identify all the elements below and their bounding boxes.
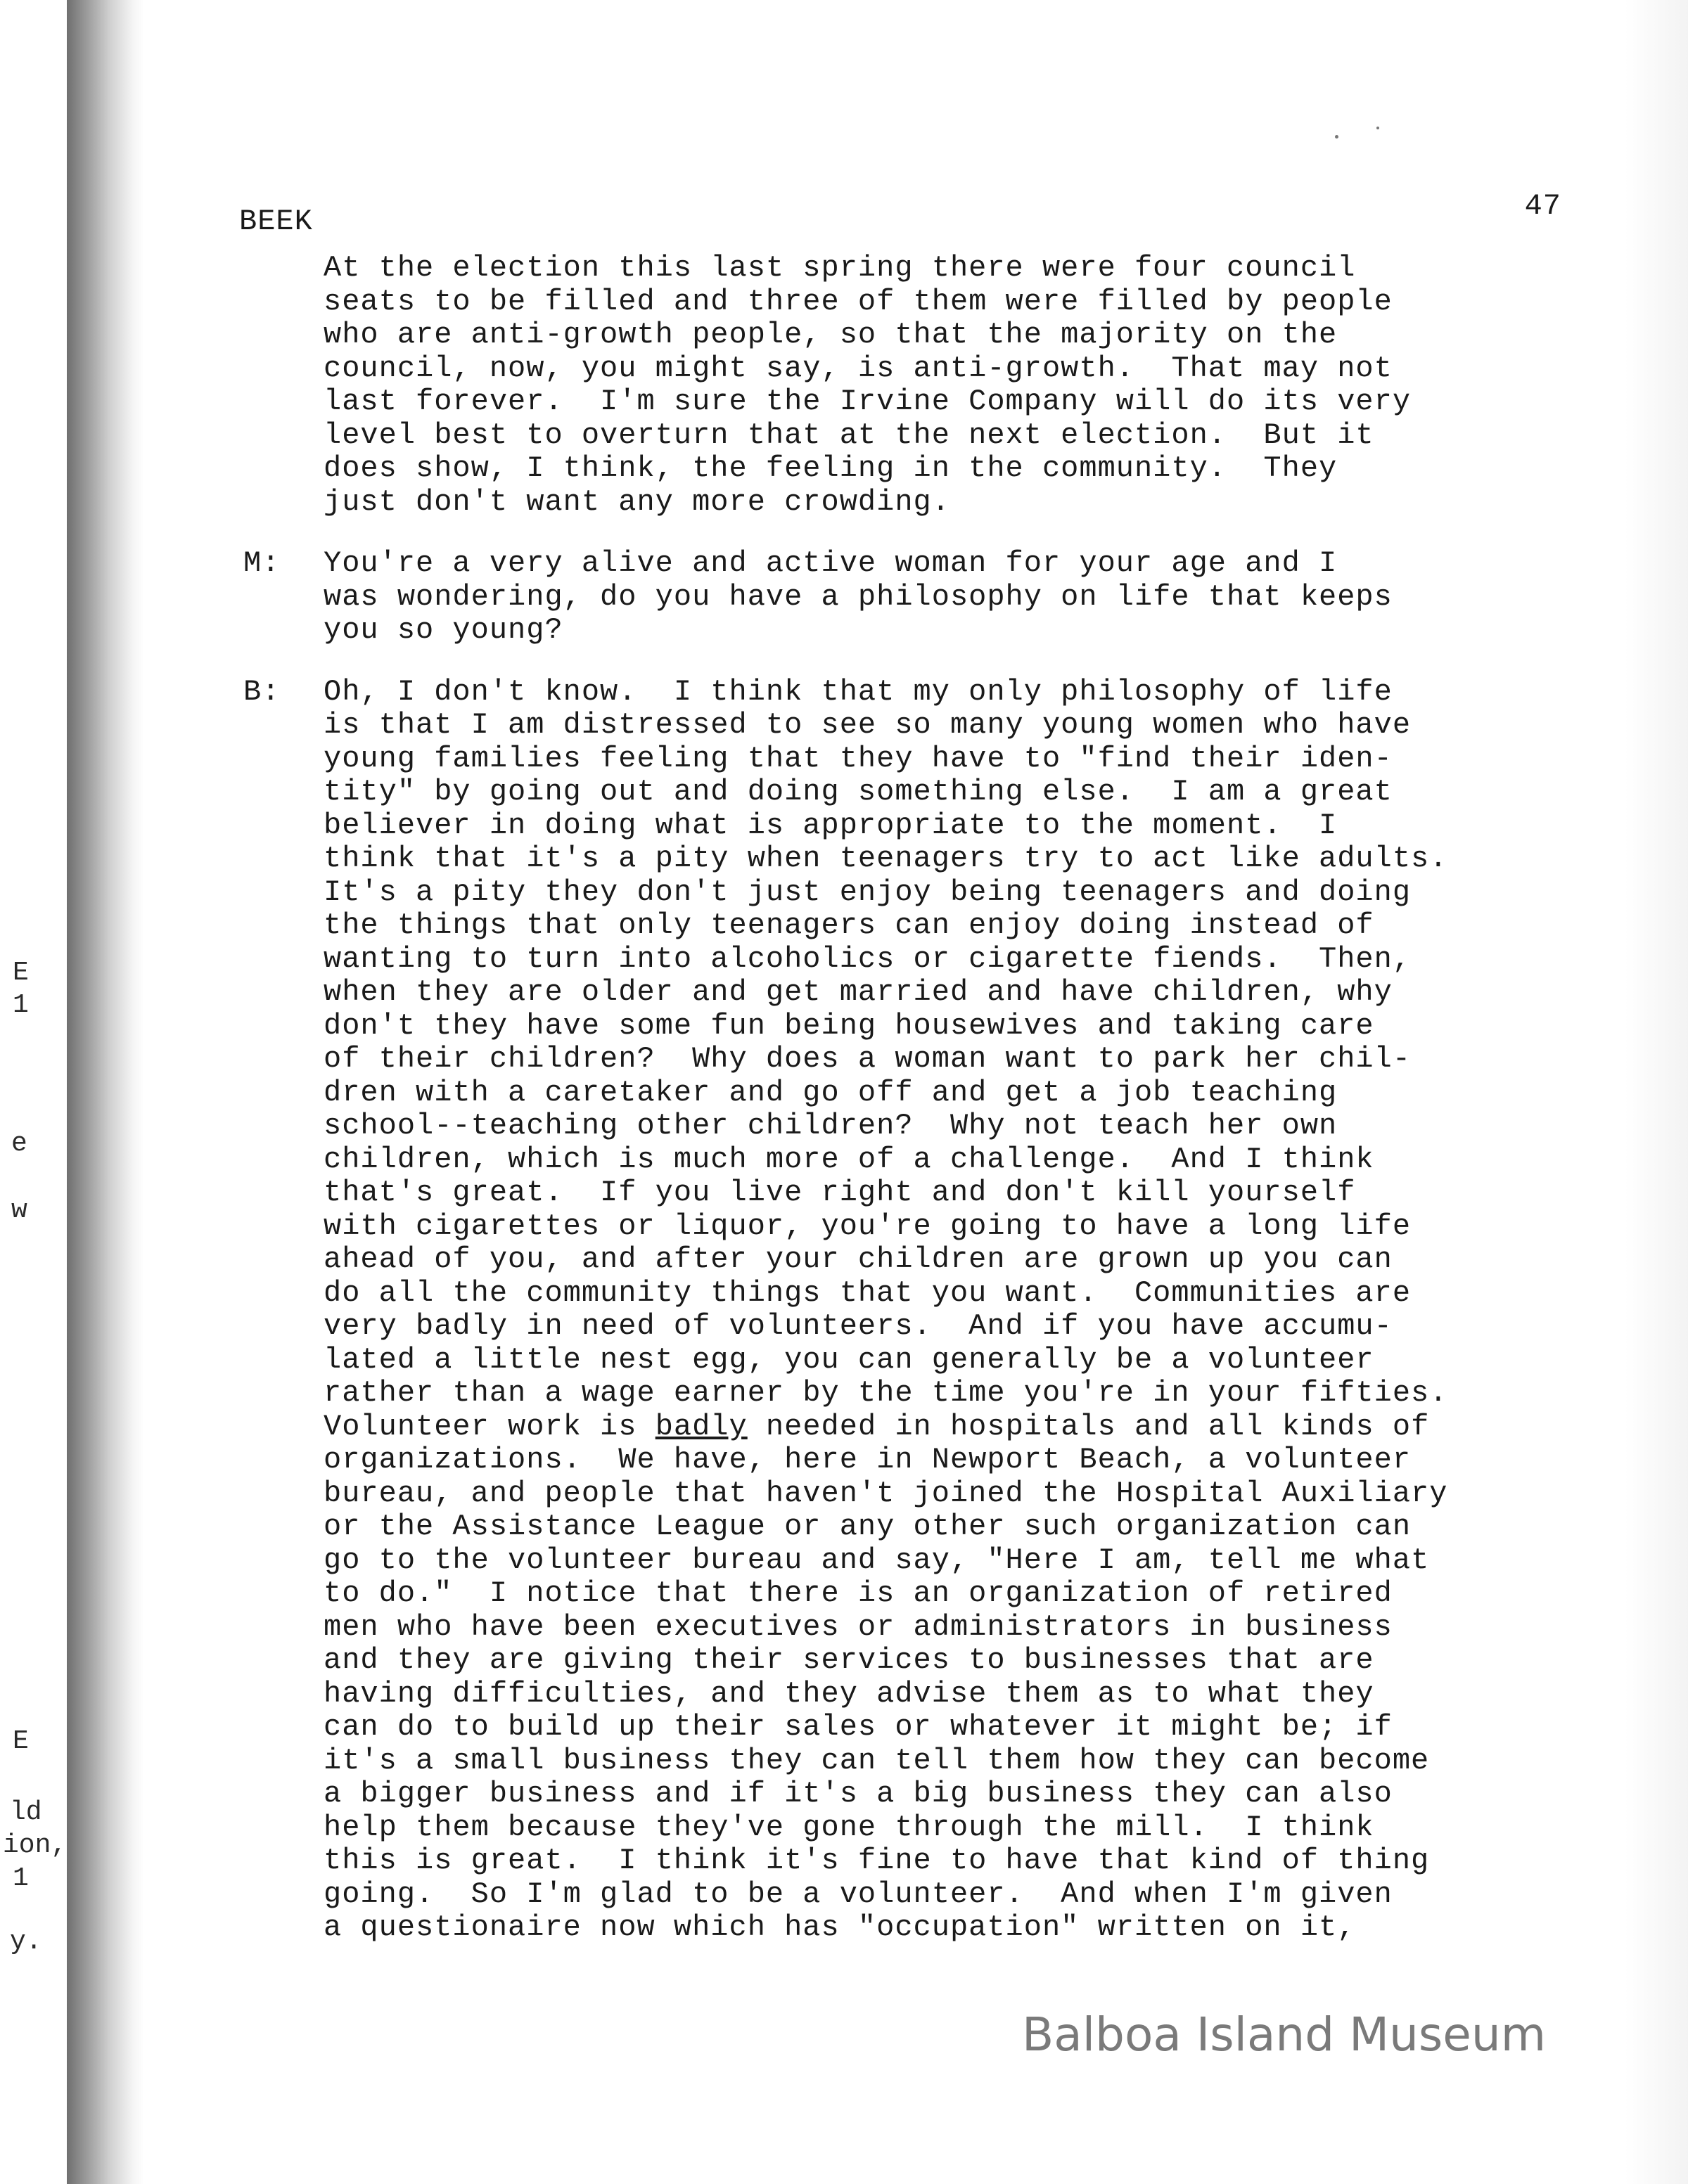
text-line: children, which is much more of a challenge. And I think (324, 1142, 1374, 1176)
text-line: is that I am distressed to see so many young women who have (324, 708, 1412, 742)
text-line: At the election this last spring there were four council (324, 251, 1356, 285)
text-line: just don't want any more crowding. (324, 484, 950, 519)
text-line-underlined: Volunteer work is badly needed in hospitals and all kinds of (324, 1409, 1430, 1444)
text-line: was wondering, do you have a philosophy on life that keeps (324, 579, 1393, 614)
header-speaker-name: BEEK (239, 205, 313, 238)
edge-fragment: ion, (3, 1830, 68, 1861)
text-line: and they are giving their services to businesses that are (324, 1643, 1374, 1677)
edge-fragment: ld (10, 1797, 42, 1828)
text-line: having difficulties, and they advise them as to what they (324, 1676, 1374, 1711)
speaker-label: B: (243, 674, 281, 709)
text-line: last forever. I'm sure the Irvine Company will do its very (324, 385, 1412, 418)
transcript-paragraph (239, 676, 1561, 1945)
text-line: young families feeling that they have to "find their iden- (324, 741, 1393, 776)
edge-fragment: y. (10, 1927, 42, 1957)
transcript-paragraph (239, 547, 1561, 648)
edge-fragment: E (13, 958, 29, 988)
edge-fragment: E (13, 1726, 29, 1756)
text-line: seats to be filled and three of them were filled by people (324, 284, 1393, 319)
edge-fragment: w (11, 1195, 27, 1226)
speaker-label: M: (243, 546, 281, 580)
text-line: school--teaching other children? Why not teach her own (324, 1109, 1338, 1143)
text-line: very badly in need of volunteers. And if you have accumu- (324, 1309, 1393, 1343)
edge-fragment: e (11, 1129, 27, 1159)
text-line: going. So I'm glad to be a volunteer. And when I'm given (324, 1877, 1393, 1911)
text-line: believer in doing what is appropriate to the moment. I (324, 808, 1338, 842)
edge-fragment: 1 (13, 1863, 29, 1894)
dust-speck (1335, 135, 1338, 139)
text-line: the things that only teenagers can enjoy doing instead of (324, 908, 1374, 942)
text-line: council, now, you might say, is anti-growth. That may not (324, 351, 1393, 385)
text-line: level best to overturn that at the next election. But it (324, 418, 1374, 452)
text-line: lated a little nest egg, you can generally be a volunteer (324, 1342, 1374, 1377)
text-line: this is great. I think it's fine to have that kind of thing (324, 1844, 1430, 1877)
text-line: It's a pity they don't just enjoy being teenagers and doing (324, 875, 1412, 909)
page-edge (1625, 0, 1688, 2184)
text-line: ahead of you, and after your children are grown up you can (324, 1242, 1393, 1276)
text-line: that's great. If you live right and don't kill yourself (324, 1176, 1356, 1209)
text-line: can do to build up their sales or whatever it might be; if (324, 1710, 1393, 1744)
text-line: dren with a caretaker and go off and get a job teaching (324, 1075, 1338, 1110)
text-line: you so young? (324, 613, 563, 647)
text-line: do all the community things that you want. Communities are (324, 1276, 1412, 1310)
text-line: men who have been executives or administrators in business (324, 1610, 1393, 1644)
text-line: tity" by going out and doing something else. I am a great (324, 775, 1393, 809)
text-line: wanting to turn into alcoholics or cigarette fiends. Then, (324, 942, 1412, 976)
text-line: think that it's a pity when teenagers try to act like adults. (324, 842, 1448, 875)
edge-fragment: 1 (13, 990, 29, 1020)
text-line: rather than a wage earner by the time you're in your fifties. (324, 1376, 1448, 1410)
text-line: or the Assistance League or any other such organization can (324, 1510, 1412, 1543)
text-line: who are anti-growth people, so that the majority on the (324, 318, 1338, 352)
text-line: of their children? Why does a woman want to park her chil- (324, 1042, 1412, 1076)
underlined-word: badly (655, 1409, 748, 1444)
text-line: You're a very alive and active woman for your age and I (324, 546, 1338, 580)
text-line: when they are older and get married and have children, why (324, 975, 1393, 1009)
text-line: does show, I think, the feeling in the community. They (324, 451, 1338, 485)
text-line: bureau, and people that haven't joined the Hospital Auxiliary (324, 1476, 1448, 1510)
text-line: it's a small business they can tell them how they can become (324, 1743, 1430, 1778)
text-line: organizations. We have, here in Newport Beach, a volunteer (324, 1443, 1412, 1477)
text-line: help them because they've gone through the mill. I think (324, 1810, 1374, 1844)
text-line: with cigarettes or liquor, you're going to have a long life (324, 1209, 1412, 1243)
page-number: 47 (1524, 189, 1561, 223)
text-line: a bigger business and if it's a big business they can also (324, 1777, 1393, 1811)
transcript-paragraph (239, 252, 1561, 519)
text-line: Oh, I don't know. I think that my only philosophy of life (324, 674, 1393, 709)
text-line: a questionaire now which has "occupation" written on it, (324, 1910, 1356, 1944)
text-line: don't they have some fun being housewives and taking care (324, 1008, 1374, 1043)
dust-speck (1376, 127, 1379, 129)
page-header (239, 190, 1561, 239)
text-line: go to the volunteer bureau and say, "Here I am, tell me what (324, 1543, 1430, 1577)
text-line: to do." I notice that there is an organization of retired (324, 1576, 1393, 1610)
binding-shadow (67, 0, 144, 2184)
museum-watermark: Balboa Island Museum (1022, 2008, 1546, 2062)
transcript-page (239, 190, 1561, 1973)
